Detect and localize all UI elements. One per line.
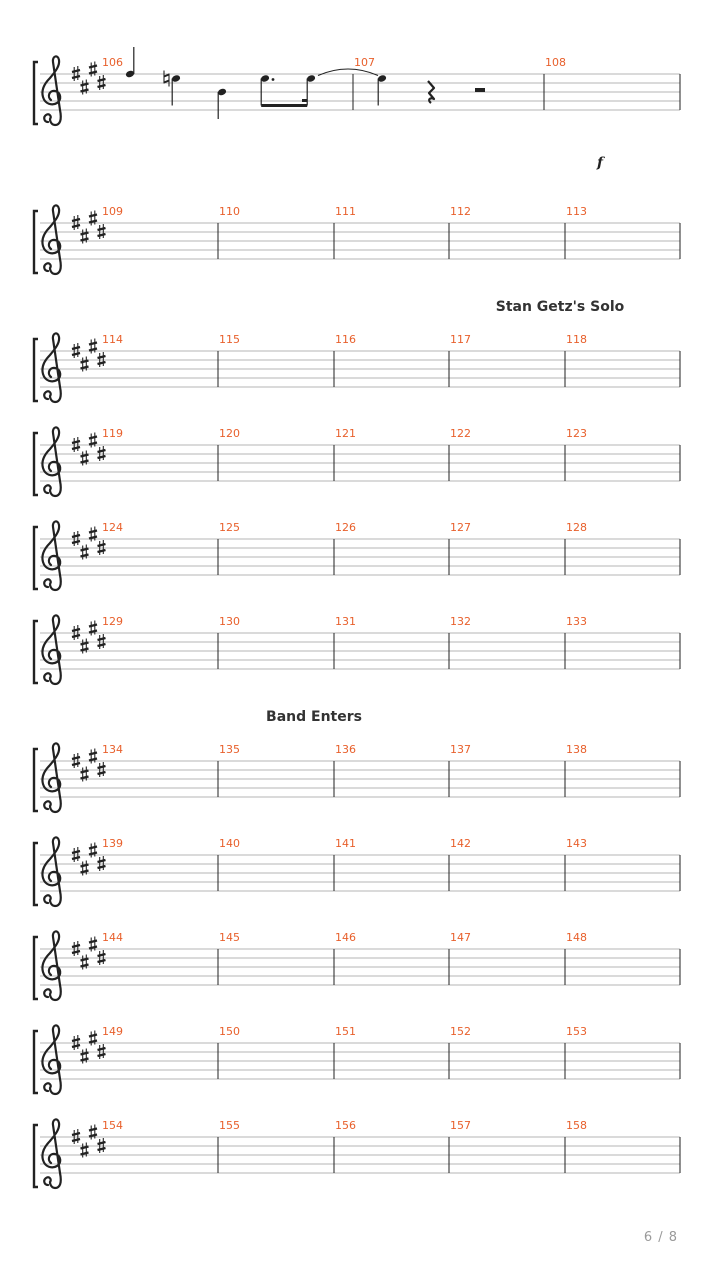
measure-number: 117 [450,333,471,346]
tie [318,69,378,76]
measure-number: 155 [219,1119,240,1132]
system-bracket [34,621,38,683]
staff-system-1 [34,47,680,125]
measure-number: 123 [566,427,587,440]
measure-number: 138 [566,743,587,756]
measure-number: 119 [102,427,123,440]
measure-number: 143 [566,837,587,850]
system-bracket [34,937,38,999]
measure-number: 130 [219,615,240,628]
measure-number: 110 [219,205,240,218]
measure-number: 137 [450,743,471,756]
system-bracket [34,749,38,811]
natural-icon [164,71,169,87]
measure-number: 135 [219,743,240,756]
measure-number: 152 [450,1025,471,1038]
measure-number: 139 [102,837,123,850]
measure-number: 148 [566,931,587,944]
measure-number: 109 [102,205,123,218]
measure-number: 140 [219,837,240,850]
treble-clef-icon [42,837,60,906]
treble-clef-icon [42,427,60,496]
staff-system-11 [34,1119,680,1188]
staff-system-2 [34,205,680,274]
measure-number: 125 [219,521,240,534]
system-bracket [34,1031,38,1093]
system-bracket [34,843,38,905]
augmentation-dot [272,78,275,81]
measure-number: 114 [102,333,123,346]
staff-system-4 [34,427,680,496]
measure-number: 134 [102,743,123,756]
measure-number: 107 [354,56,375,69]
system-bracket [34,433,38,495]
section-label: Stan Getz's Solo [495,299,625,315]
measure-number: 145 [219,931,240,944]
measure-number: 118 [566,333,587,346]
measure-number: 151 [335,1025,356,1038]
dynamic-forte: f [597,155,604,171]
measure-number: 146 [335,931,356,944]
treble-clef-icon [42,1119,60,1188]
measure-number: 106 [102,56,123,69]
measure-number: 113 [566,205,587,218]
treble-clef-icon [42,615,60,684]
measure-number: 150 [219,1025,240,1038]
treble-clef-icon [42,743,60,812]
measure-number: 128 [566,521,587,534]
treble-clef-icon [42,1025,60,1094]
measure-number: 121 [335,427,356,440]
measure-number: 156 [335,1119,356,1132]
section-label: Band Enters [266,709,362,725]
measure-number: 120 [219,427,240,440]
measure-number: 126 [335,521,356,534]
system-bracket [34,211,38,273]
half-rest-icon [475,88,485,92]
measure-number: 149 [102,1025,123,1038]
measure-number: 115 [219,333,240,346]
staff-system-7 [34,743,680,812]
measure-number: 133 [566,615,587,628]
measure-number: 144 [102,931,123,944]
measure-number: 158 [566,1119,587,1132]
staff-system-8 [34,837,680,906]
treble-clef-icon [42,333,60,402]
staff-system-9 [34,931,680,1000]
treble-clef-icon [42,931,60,1000]
measure-number: 129 [102,615,123,628]
measure-number: 147 [450,931,471,944]
treble-clef-icon [42,521,60,590]
measure-number: 111 [335,205,356,218]
system-bracket [34,62,38,124]
staff-system-5 [34,521,680,590]
measure-number: 157 [450,1119,471,1132]
staff-system-3 [34,333,680,402]
measure-number: 122 [450,427,471,440]
measure-number: 112 [450,205,471,218]
measure-number: 124 [102,521,123,534]
measure-number: 108 [545,56,566,69]
treble-clef-icon [42,56,60,125]
staff-system-6 [34,615,680,684]
staff-system-10 [34,1025,680,1094]
measure-number: 136 [335,743,356,756]
measure-number: 142 [450,837,471,850]
measure-number: 154 [102,1119,123,1132]
measure-number: 132 [450,615,471,628]
measure-number: 153 [566,1025,587,1038]
system-bracket [34,339,38,401]
measure-number: 116 [335,333,356,346]
system-bracket [34,527,38,589]
system-bracket [34,1125,38,1187]
measure-number: 127 [450,521,471,534]
page-number: 6 / 8 [643,1230,678,1245]
measure-number: 131 [335,615,356,628]
treble-clef-icon [42,205,60,274]
measure-number: 141 [335,837,356,850]
